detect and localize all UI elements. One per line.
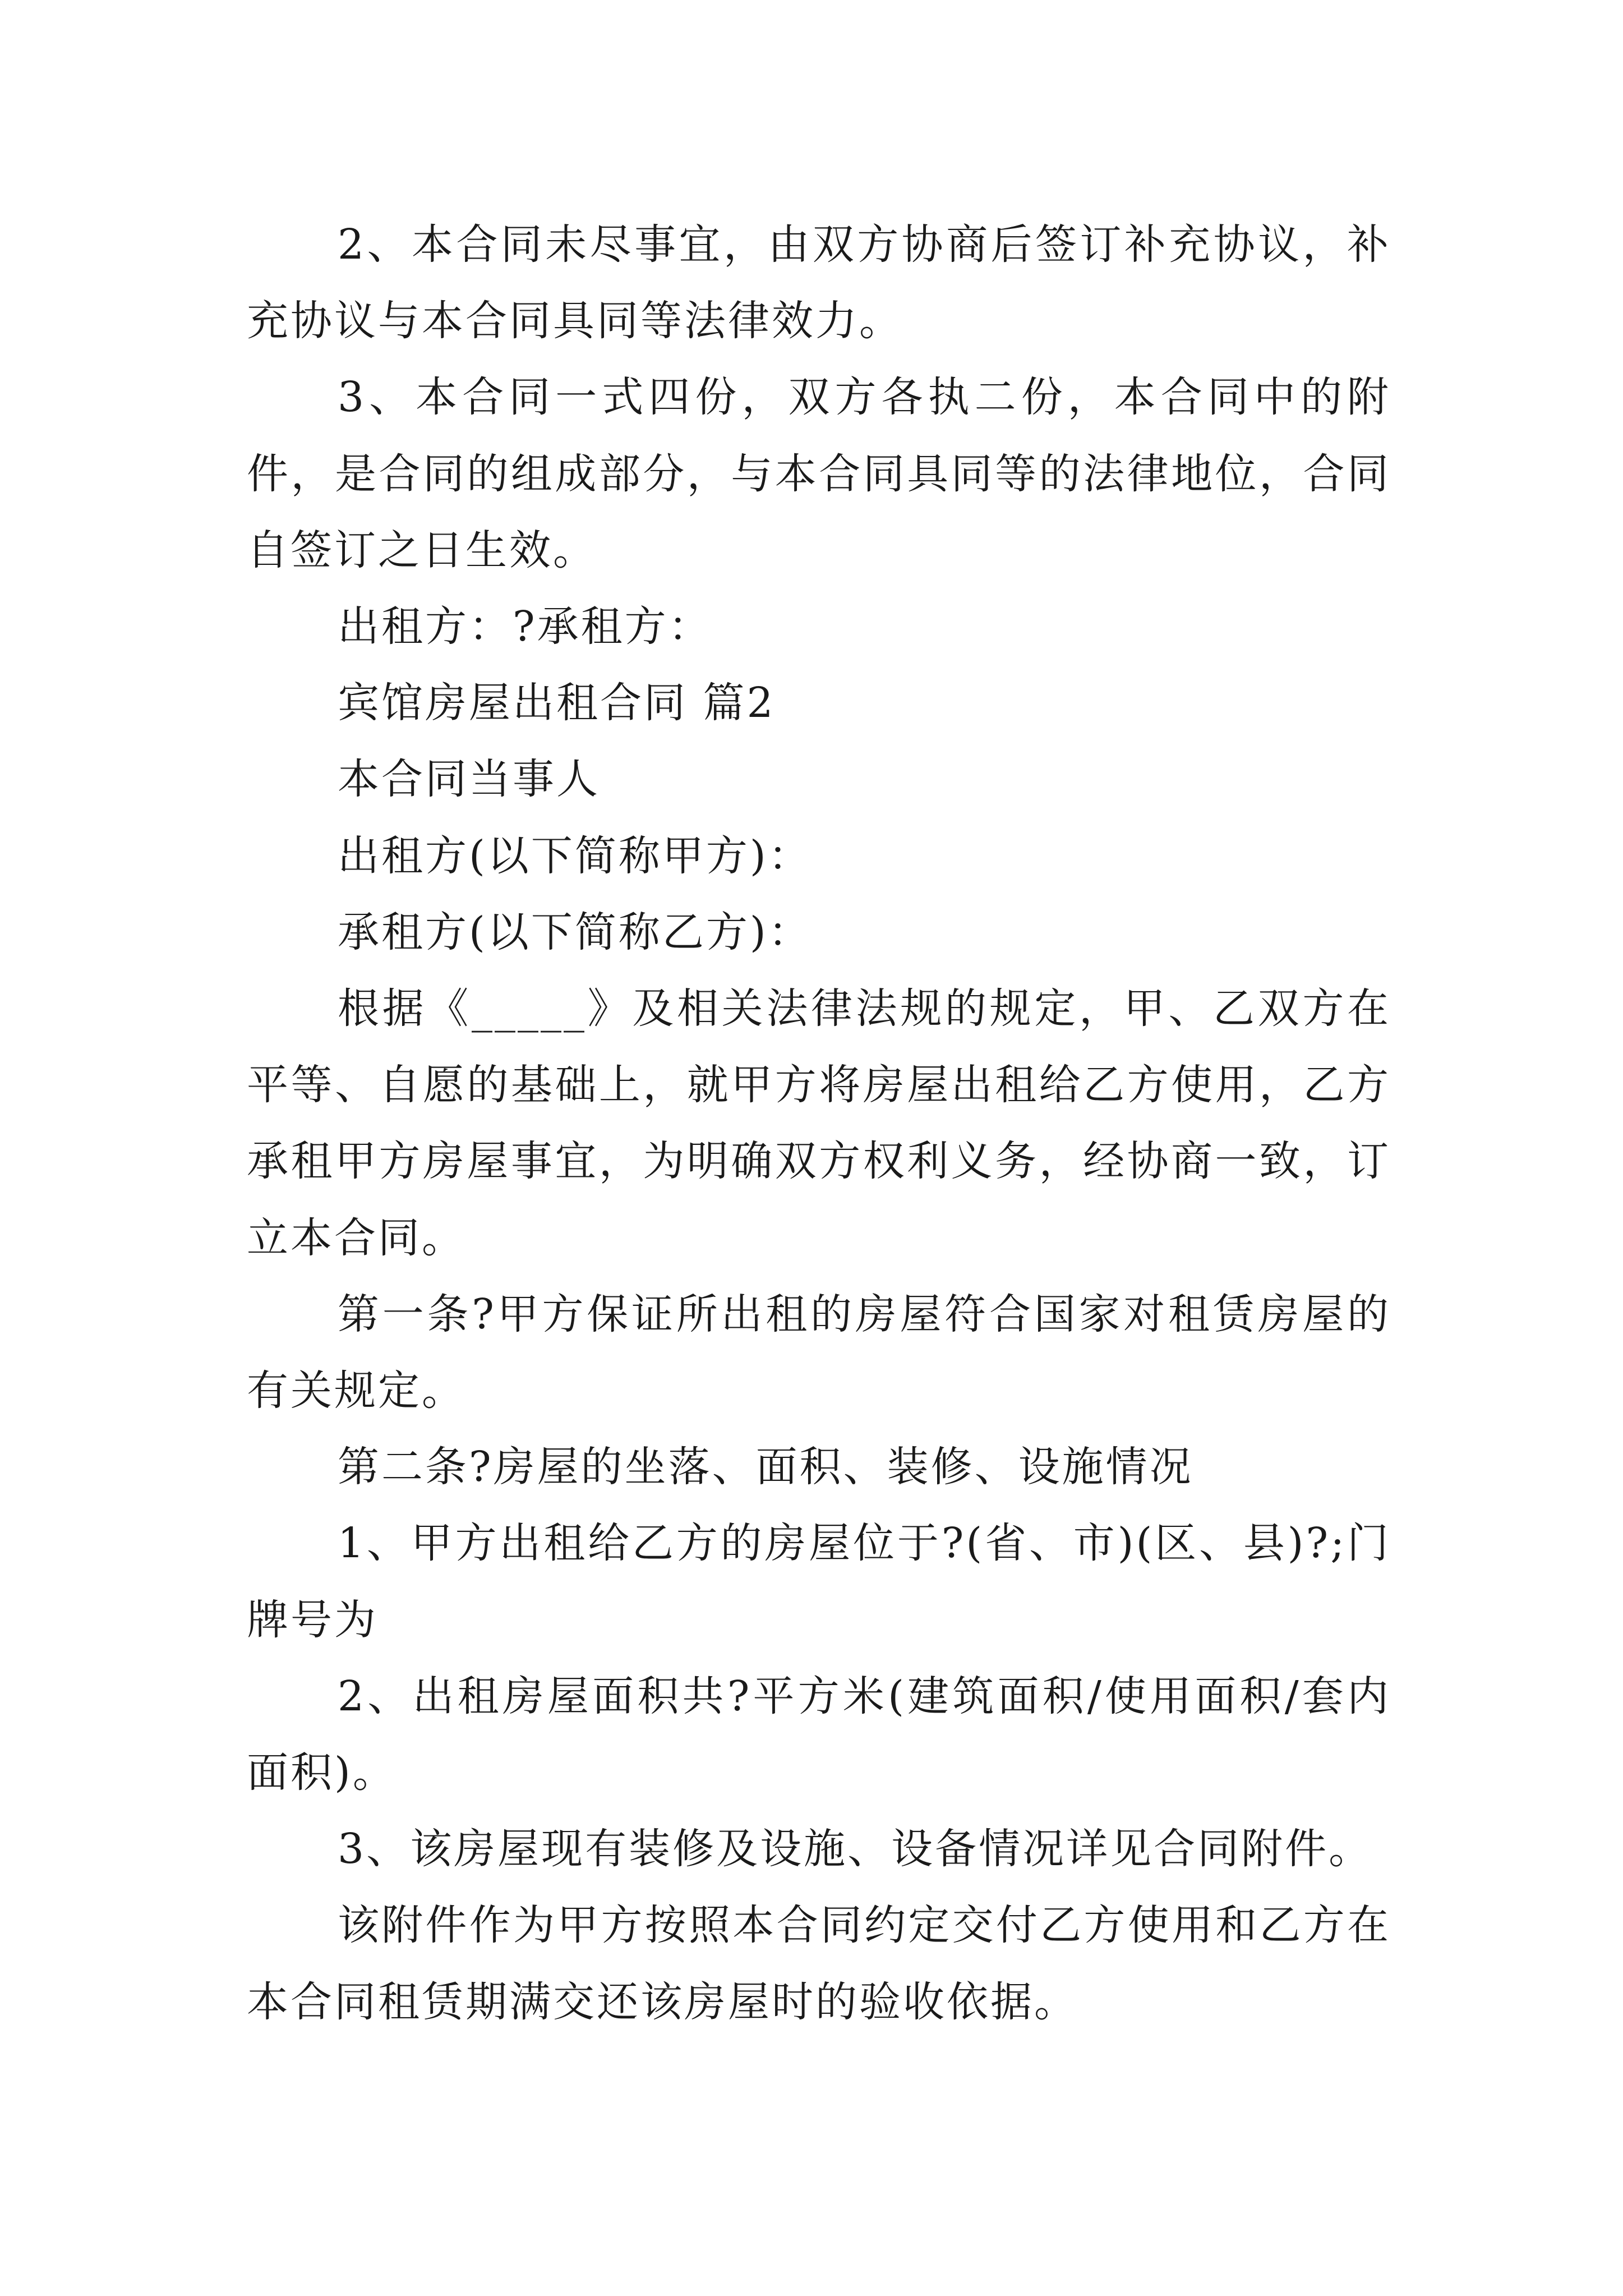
- paragraph-facilities: 3、该房屋现有装修及设施、设备情况详见合同附件。: [338, 1825, 1373, 1874]
- paragraph-article-2: 第二条?房屋的坐落、面积、装修、设施情况: [338, 1443, 1193, 1492]
- paragraph-article-1: 第一条?甲方保证所出租的房屋符合国家对租赁房屋的有关规定。: [247, 1290, 1391, 1415]
- paragraph-attachment: 该附件作为甲方按照本合同约定交付乙方使用和乙方在本合同租赁期满交还该房屋时的验收依据。: [247, 1901, 1391, 2026]
- paragraph-lessor: 出租方(以下简称甲方)：: [338, 831, 812, 880]
- paragraph-signatories: 出租方：?承租方：: [338, 602, 712, 651]
- paragraph-location: 1、甲方出租给乙方的房屋位于?(省、市)(区、县)?;门牌号为: [247, 1519, 1391, 1644]
- section-heading: 宾馆房屋出租合同 篇2: [338, 679, 776, 728]
- paragraph-legal-basis: 根据《_____》及相关法律法规的规定，甲、乙双方在平等、自愿的基础上，就甲方将房屋出租给乙方使用，乙方承租甲方房屋事宜，为明确双方权利义务，经协商一致，订立本合同。: [247, 984, 1391, 1262]
- paragraph-parties-heading: 本合同当事人: [338, 755, 600, 804]
- document-body: [247, 206, 1391, 2040]
- paragraph-copies-and-effect: 3、本合同一式四份，双方各执二份，本合同中的附件，是合同的组成部分，与本合同具同等的法律地位，合同自签订之日生效。: [247, 373, 1391, 574]
- paragraph-supplementary-agreement: 2、本合同未尽事宜，由双方协商后签订补充协议，补充协议与本合同具同等法律效力。: [247, 220, 1391, 346]
- paragraph-area: 2、出租房屋面积共?平方米(建筑面积/使用面积/套内面积)。: [247, 1672, 1391, 1797]
- paragraph-lessee: 承租方(以下简称乙方)：: [338, 908, 812, 956]
